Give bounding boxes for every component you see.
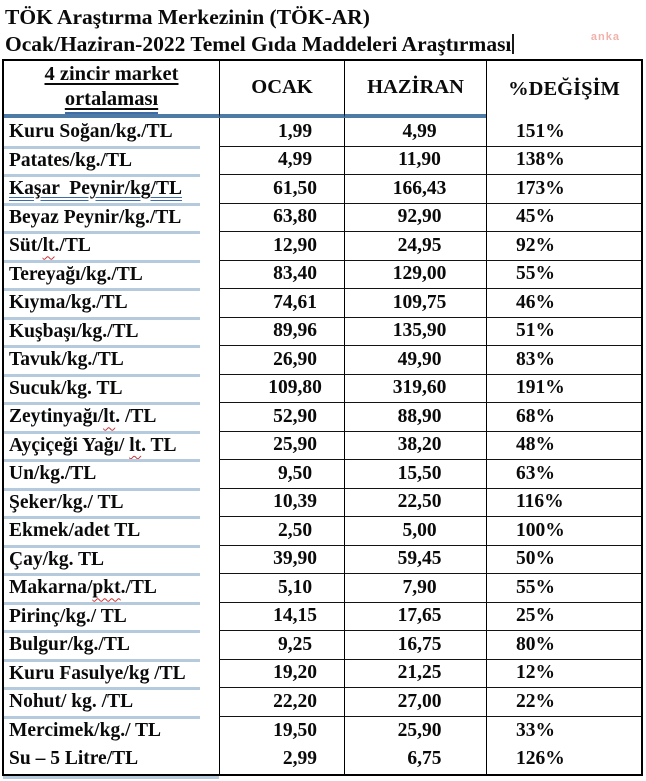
change-value-cell [486,660,641,689]
change-value-cell [486,147,641,176]
item-name-cell [4,546,219,575]
cell-value: 38,20 [397,434,442,456]
cell-value: 48% [516,434,555,456]
change-value-cell [486,546,641,575]
cell-value: 5,10 [277,576,313,598]
cell-value: 319,60 [392,377,447,399]
table-row [4,688,641,717]
item-name-cell [4,603,219,632]
item-label: Süt/lt./TL [9,235,91,257]
cell-value: 59,45 [397,548,442,570]
cell-value: 39,90 [273,548,317,570]
change-value-cell [486,603,641,632]
ocak-value-cell [219,460,344,489]
table-row [4,289,641,318]
haziran-value-cell [344,375,486,404]
ocak-value-cell [219,688,344,717]
haziran-value-cell [344,603,486,632]
table-row [4,517,641,546]
table-row-merged [4,717,641,774]
cell-value: 11,90 [398,149,441,171]
table-row [4,432,641,461]
item-label: Kıyma/kg./TL [9,292,128,314]
change-value-cell [486,688,641,717]
change-value-cell [486,289,641,318]
ocak-value-cell [219,546,344,575]
table-row [4,603,641,632]
haziran-value-cell [344,147,486,176]
header-degisim: %DEĞİŞİM [486,61,641,118]
cell-value: 55% [516,576,555,598]
item-name-cell [4,175,219,204]
item-label: Patates/kg./TL [9,149,132,171]
cell-value: 2,99 [282,748,317,769]
item-label: Çay/kg. TL [9,548,105,570]
cell-value: 9,25 [277,633,313,655]
haziran-value-cell [344,289,486,318]
ocak-value-cell [219,660,344,689]
document-title [5,4,514,58]
cell-value: 9,50 [277,462,313,484]
haziran-value-cell [344,432,486,461]
change-value-cell [486,489,641,518]
cell-value: 10,39 [273,491,317,513]
change-value-cell [486,204,641,233]
change-value-cell [486,261,641,290]
table-row [4,489,641,518]
change-value-cell [486,517,641,546]
item-label: Nohut/ kg. /TL [9,691,134,713]
ocak-value-cell [219,403,344,432]
item-label: Tavuk/kg./TL [9,349,124,371]
cell-value: 173% [516,177,565,199]
cell-value: 109,75 [392,291,447,313]
cell-value: 6,75 [407,748,442,769]
price-table [2,59,643,776]
table-row [4,204,641,233]
ocak-value-cell [219,603,344,632]
haziran-value-cell [344,546,486,575]
spellcheck-underline: pkt [92,577,121,599]
spellcheck-underline: lt [129,434,142,456]
item-name-cell [4,517,219,546]
cell-value: 17,65 [397,605,442,627]
item-label: Beyaz Peynir/kg./TL [9,206,182,228]
cell-value: 116% [516,491,564,513]
item-label: Pirinç/kg./ TL [9,605,127,627]
haziran-value-cell [344,261,486,290]
haziran-value-cell [344,403,486,432]
cell-value: 16,75 [397,633,442,655]
item-label: Zeytinyağı/lt. /TL [9,406,157,428]
item-label: Kuru Fasulye/kg /TL [9,662,186,684]
cell-value: 129,00 [392,263,447,285]
change-value-cell [486,232,641,261]
cell-value: 19,50 [273,720,317,741]
page-title-line2: Ocak/Haziran-2022 Temel Gıda Maddeleri Araştırması [5,32,512,56]
table-row [4,631,641,660]
change-value-cell [486,175,641,204]
cell-value: 50% [516,548,555,570]
table-body [4,118,641,774]
haziran-value-cell [344,574,486,603]
cell-value: 12% [516,662,555,684]
page-title-line2-wrap [5,31,514,58]
item-name-cell [4,232,219,261]
cell-value: 22,20 [273,690,317,712]
cell-value: 63% [516,462,555,484]
table-header [4,61,641,118]
cell-value: 80% [516,633,555,655]
change-value-cell [486,375,641,404]
change-value-cell [486,631,641,660]
cell-value: 52,90 [273,405,317,427]
item-label: Un/kg./TL [9,463,97,485]
table-row [4,118,641,147]
header-haziran: HAZİRAN [344,61,486,118]
haziran-value-cell [344,660,486,689]
cell-value: 138% [516,149,565,171]
item-name-cell [4,289,219,318]
table-row [4,660,641,689]
cell-value: 109,80 [268,377,322,399]
cell-value: 25,90 [397,720,442,741]
haziran-value-cell [344,346,486,375]
item-label: Ayçiçeği Yağı/ lt. TL [9,434,177,456]
item-label: Kaşar Peynir/kg/TL [9,178,182,200]
cell-value: 12,90 [273,234,317,256]
cell-value: 33% [516,720,555,741]
table-row [4,232,641,261]
item-label: Su – 5 Litre/TL [9,748,139,769]
change-value-cell [486,717,641,774]
header-item-line1: 4 zincir market [44,62,179,85]
change-value-cell [486,118,641,147]
ocak-value-cell [219,232,344,261]
table-row [4,318,641,347]
change-value-cell [486,346,641,375]
spellcheck-underline: lt [42,235,55,257]
haziran-value-cell [344,232,486,261]
item-label: Makarna/pkt./TL [9,577,157,599]
haziran-value-cell [344,118,486,147]
cell-value: 5,00 [402,519,437,541]
cell-value: 15,50 [397,462,442,484]
cell-value: 126% [516,748,565,769]
change-value-cell [486,318,641,347]
item-label: Sucuk/kg. TL [9,377,123,399]
haziran-value-cell [344,688,486,717]
header-item-line2: ortalaması [65,87,158,114]
table-row [4,375,641,404]
cell-value: 83% [516,348,555,370]
ocak-value-cell [219,375,344,404]
item-name-cell [4,375,219,404]
cell-value: 51% [516,320,555,342]
haziran-value-cell [344,489,486,518]
item-label: Kuru Soğan/kg./TL [9,121,173,143]
cell-value: 2,50 [277,519,313,541]
item-label: Kuşbaşı/kg./TL [9,320,139,342]
item-name-cell [4,204,219,233]
item-name-cell [4,489,219,518]
cell-value: 100% [516,519,565,541]
item-name-cell [4,147,219,176]
cell-value: 135,90 [392,320,447,342]
table-row [4,147,641,176]
item-name-cell [4,118,219,147]
cell-value: 4,99 [277,149,313,171]
item-name-cell [4,631,219,660]
cell-value: 26,90 [273,348,317,370]
ocak-value-cell [219,318,344,347]
table-row [4,346,641,375]
ocak-value-cell [219,118,344,147]
ocak-value-cell [219,175,344,204]
cell-value: 49,90 [397,348,442,370]
item-name-cell [4,688,219,717]
ocak-value-cell [219,717,344,774]
ocak-value-cell [219,289,344,318]
change-value-cell [486,432,641,461]
item-name-cell [4,318,219,347]
cell-value: 151% [516,120,565,142]
ocak-value-cell [219,204,344,233]
cell-value: 61,50 [273,177,317,199]
cell-value: 55% [516,263,555,285]
header-ocak: OCAK [219,61,344,118]
ocak-value-cell [219,261,344,290]
cell-value: 22,50 [397,491,442,513]
ocak-value-cell [219,432,344,461]
text-cursor [512,34,514,54]
header-item-column [4,61,219,118]
cell-value: 92,90 [397,206,442,228]
cell-value: 191% [516,377,565,399]
change-value-cell [486,460,641,489]
item-name-cell [4,261,219,290]
item-label: Şeker/kg./ TL [9,491,124,513]
ocak-value-cell [219,346,344,375]
item-label: Bulgur/kg./TL [9,634,130,656]
haziran-value-cell [344,318,486,347]
item-name-cell [4,432,219,461]
item-name-cell [4,403,219,432]
item-name-cell [4,660,219,689]
cell-value: 1,99 [277,120,313,142]
cell-value: 19,20 [273,662,317,684]
haziran-value-cell [344,717,486,774]
cell-value: 89,96 [273,320,317,342]
cell-value: 46% [516,291,555,313]
item-name-cell [4,460,219,489]
cell-value: 83,40 [273,263,317,285]
table-row [4,574,641,603]
item-name-cell [4,574,219,603]
item-name-cell [4,346,219,375]
table-row [4,175,641,204]
ocak-value-cell [219,631,344,660]
haziran-value-cell [344,517,486,546]
cell-value: 24,95 [397,234,442,256]
change-value-cell [486,574,641,603]
cell-value: 14,15 [273,605,317,627]
item-label: Mercimek/kg./ TL [9,720,162,741]
cell-value: 4,99 [402,120,437,142]
table-row [4,460,641,489]
haziran-value-cell [344,175,486,204]
item-label: Tereyağı/kg./TL [9,263,143,285]
table-row [4,403,641,432]
ocak-value-cell [219,517,344,546]
item-name-cell [4,717,219,774]
cell-value: 88,90 [397,405,442,427]
anka-watermark: anka [590,31,620,43]
table-row [4,261,641,290]
cell-value: 25,90 [273,434,317,456]
ocak-value-cell [219,489,344,518]
haziran-value-cell [344,460,486,489]
cell-value: 7,90 [402,576,437,598]
haziran-value-cell [344,204,486,233]
spellcheck-underline: lt [103,406,116,428]
change-value-cell [486,403,641,432]
ocak-value-cell [219,574,344,603]
cell-value: 74,61 [273,291,317,313]
cell-value: 45% [516,206,555,228]
page-title-line1: TÖK Araştırma Merkezinin (TÖK-AR) [5,5,370,29]
item-label: Ekmek/adet TL [9,520,141,542]
cell-value: 68% [516,405,555,427]
cell-value: 21,25 [397,662,442,684]
cell-value: 166,43 [392,177,447,199]
cell-value: 22% [516,690,555,712]
table-row [4,546,641,575]
cell-value: 27,00 [397,690,442,712]
haziran-value-cell [344,631,486,660]
cell-value: 92% [516,234,555,256]
cell-value: 63,80 [273,206,317,228]
ocak-value-cell [219,147,344,176]
cell-value: 25% [516,605,555,627]
